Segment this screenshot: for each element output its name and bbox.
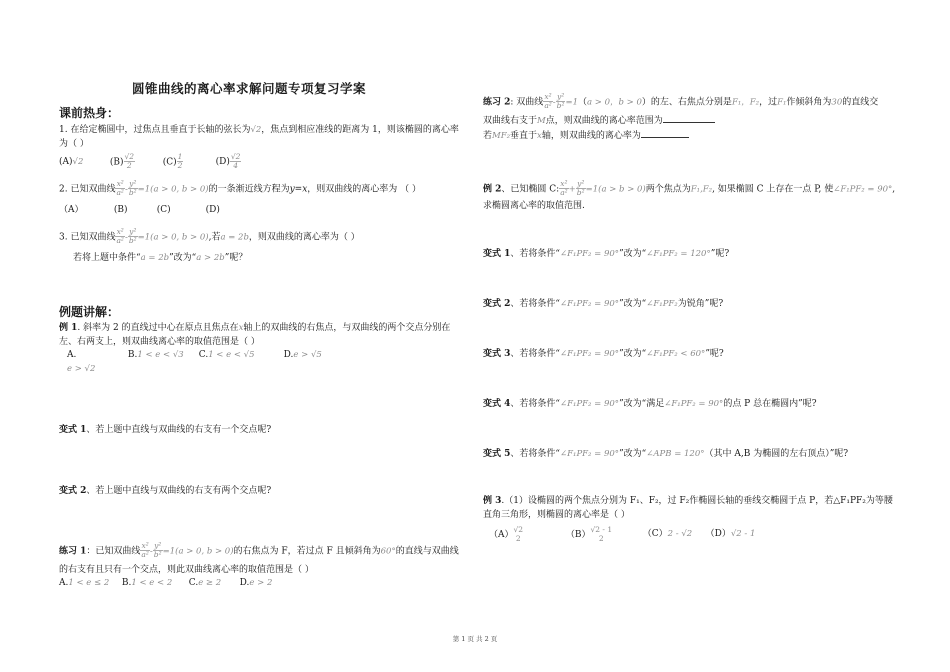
page-footer: 第 1 页 共 2 页	[452, 635, 498, 643]
ex2-line2: 求椭圆离心率的取值范围.	[483, 200, 585, 211]
ex1-opt-b-value: 1 < e < √3	[137, 350, 184, 360]
p1-opt-b: B.	[121, 578, 132, 588]
p2-line3a: 若	[483, 131, 493, 141]
p2-answer-blank-1[interactable]	[663, 113, 715, 123]
p2-minus: -	[552, 97, 556, 108]
p2-text: : 双曲线	[510, 97, 544, 108]
ex3-opt-a: （A）	[489, 530, 514, 541]
p1-frac-x: $\frac{\text{x²}}{\text{a²}}$	[141, 541, 149, 560]
ex2-plus: +	[568, 184, 576, 195]
ex1-text3: 左、右两支上，则双曲线离心率的取值范围是（ ）	[59, 336, 260, 347]
w2-frac-y: $\frac{\text{y²}}{\text{b²}}$	[128, 179, 137, 198]
example-1	[59, 322, 469, 376]
v2-label: 变式 2	[59, 486, 87, 496]
v1-text: 、若上题中直线与双曲线的右支有一个交点呢?	[86, 425, 272, 435]
p1-opt-a-value: 1 < e ≤ 2	[68, 578, 110, 588]
p1-condition: =1(a > 0, b > 0)	[162, 546, 234, 557]
w1-opt-c: (C)	[162, 157, 177, 168]
ex2-variant-2: 变式 2、若将条件“∠F₁PF₂ = 90°”改为“∠F₁PF₂为锐角”呢?	[483, 299, 724, 309]
ex1-text: . 斜率为 2 的直线过中心在原点且焦点在	[77, 323, 239, 333]
w2-options	[59, 204, 469, 218]
w3-text3: ，则双曲线的离心率为（ ）	[248, 232, 360, 243]
w1-math: √2	[250, 125, 262, 135]
ex1-opt-d-value: e > √5	[293, 350, 322, 360]
ex3-text: .（1）设椭圆的两个焦点分别为 F₁、F₂，过 F₂作椭圆长轴的垂线交椭圆于点 P，若△F₁PF₂为等腰	[501, 496, 893, 506]
ex3-opt-c-value: 2 - √2	[667, 528, 693, 539]
ex2-condition: =1(a > b > 0)	[585, 184, 646, 195]
ex1-label: 例 1	[59, 323, 78, 333]
w2-minus: -	[124, 184, 128, 195]
ex1-opt-d: D.	[283, 350, 294, 360]
w3-condition-2: a = 2b	[220, 232, 249, 243]
w3-text2: ,若	[208, 232, 221, 243]
w2-opt-b: (B)	[113, 204, 128, 215]
p1-frac-y: $\frac{\text{y²}}{\text{b²}}$	[153, 541, 162, 560]
ex2-variant-3: 变式 3、若将条件“∠F₁PF₂ = 90°”改为“∠F₁PF₂ < 60°”呢?	[483, 349, 724, 359]
ex1-opt-a-value: e > √2	[67, 363, 96, 374]
ex1-opt-c: C.	[198, 350, 209, 360]
p2-label: 练习 2	[483, 97, 511, 108]
w2-opt-d: (D)	[205, 204, 220, 215]
ex1-x: x	[238, 323, 244, 333]
ex3-options	[483, 526, 903, 543]
w1-opt-a-value: √2	[72, 157, 84, 168]
w1-text3: 为（ ）	[59, 138, 89, 149]
w2-frac-x: $\frac{\text{x²}}{\text{a²}}$	[116, 179, 124, 198]
w1-opt-b-fraction: $\frac{√2}{2}$	[124, 152, 135, 171]
w2-opt-a: （A）	[59, 204, 84, 215]
p1-opt-d: D.	[239, 578, 250, 588]
ex1-opt-c-value: 1 < e < √5	[208, 350, 255, 360]
ex3-opt-b-fraction: √2 - 1 2	[590, 525, 613, 543]
w1-opt-a: (A)	[59, 157, 73, 168]
p2-line2b: 点，则双曲线的离心率范围为	[545, 115, 663, 126]
p2-foci: F₁，F₂	[731, 97, 760, 108]
example-2: 例 2、已知椭圆 C: $\frac{\text{x²}}{\text{a²}}$ + $\frac{\text{y²}}{\text{b²}}$ =1(a > b > 0)两个焦点为F₁,F₂, 如果椭圆 C 上存在一点 P, 使∠F₁PF₂ = 90°, 求椭圆离心率的取值范围.	[483, 180, 903, 213]
variant-2	[59, 485, 469, 499]
p2-angle: 30	[831, 97, 843, 108]
ex2-frac-y: $\frac{\text{y²}}{\text{b²}}$	[576, 179, 585, 198]
p2-mf2: MF₂	[492, 131, 511, 141]
practice-2: 练习 2: 双曲线 $\frac{\text{x²}}{\text{a²}}$ - $\frac{\text{y²}}{\text{b²}}$ =1（a > 0，b > 0）的左、右焦点分别是F₁，F₂，过F₁作倾斜角为30的直线交 双曲线右支于M点，则双曲线的离心率范围为 若MF₂垂直于x轴，则双曲线的离心率为	[483, 92, 879, 141]
w1-options	[59, 153, 469, 171]
w1-opt-b: (B)	[109, 157, 124, 168]
ex3-opt-c: （C）	[642, 528, 668, 539]
section-warmup-heading: 课前热身：	[59, 106, 120, 120]
p1-opt-d-value: e > 2	[249, 578, 273, 588]
p1-angle: 60°	[380, 546, 396, 557]
ex3-opt-b: （B）	[565, 530, 591, 541]
ex1-opt-b: B.	[127, 350, 138, 360]
w3-followup: 若将上题中条件“a = 2b”改为“a > 2b”呢？	[73, 252, 248, 263]
ex2-text: 、已知椭圆 C:	[501, 184, 560, 195]
p2-x-axis: x	[537, 131, 542, 141]
p2-line2: 双曲线右支于	[483, 115, 538, 126]
w2-condition: =1(a > 0, b > 0)	[137, 184, 209, 195]
ex1-opt-a: A.	[67, 350, 77, 360]
p2-frac-y: $\frac{\text{y²}}{\text{b²}}$	[556, 92, 565, 111]
p1-options	[59, 577, 469, 591]
p1-text4: 的右支有且只有一个交点，则此双曲线离心率的取值范围是（ ）	[59, 564, 314, 575]
ex2-variant-1: 变式 1、若将条件“∠F₁PF₂ = 90°”改为“∠F₁PF₂ = 120°”呢?	[483, 249, 730, 259]
ex2-variant-4: 变式 4、若将条件“∠F₁PF₂ = 90°”改为“满足∠F₁PF₂ = 90°的点 P 总在椭圆内”呢?	[483, 399, 817, 409]
w3-text: 3. 已知双曲线	[59, 232, 116, 243]
ex2-variant-5: 变式 5、若将条件“∠F₁PF₂ = 90°”改为“∠APB = 120°（其中 A,B 为椭圆的左右顶点）”呢?	[483, 449, 849, 459]
w3-frac-y: $\frac{\text{y²}}{\text{b²}}$	[128, 227, 137, 246]
warmup-question-2	[59, 180, 469, 217]
practice-1	[59, 542, 469, 591]
w2-asymptote: y=x	[289, 184, 308, 195]
ex2-frac-x: $\frac{\text{x²}}{\text{a²}}$	[560, 179, 568, 198]
ex3-opt-d-value: √2 - 1	[730, 528, 756, 539]
w1-text: 1. 在给定椭圆中，过焦点且垂直于长轴的弦长为	[59, 125, 251, 135]
p1-text: ：已知双曲线	[86, 546, 141, 557]
p2-condition-ab: a > 0，b > 0	[587, 97, 642, 108]
ex2-foci: F₁,F₂	[690, 184, 713, 195]
ex3-line2: 直角三角形，则椭圆的离心率是（ ）	[483, 509, 630, 520]
warmup-question-1	[59, 124, 469, 171]
w3-frac-x: $\frac{\text{x²}}{\text{a²}}$	[116, 227, 124, 246]
p2-condition: =1	[565, 97, 579, 108]
w3-condition: =1(a > 0, b > 0)	[137, 232, 209, 243]
w1-opt-d: (D)	[215, 157, 230, 168]
ex2-label: 例 2	[483, 184, 502, 195]
w3-minus: -	[124, 232, 128, 243]
ex3-label: 例 3	[483, 496, 502, 506]
ex3-opt-d: （D）	[705, 528, 731, 539]
p2-point-m: M	[537, 115, 546, 126]
w1-text2: ，焦点到相应准线的距离为 1，则该椭圆的离心率	[261, 125, 459, 135]
w2-text2: 的一条渐近线方程为	[208, 184, 290, 195]
v2-text: 、若上题中直线与双曲线的右支有两个交点呢?	[86, 486, 272, 496]
w2-text3: ，则双曲线的离心率为 （ ）	[307, 184, 422, 195]
p1-opt-c: C.	[188, 578, 199, 588]
p1-opt-b-value: 1 < e < 2	[131, 578, 173, 588]
page-title: 圆锥曲线的离心率求解问题专项复习学案	[132, 81, 367, 96]
p1-opt-c-value: e ≥ 2	[198, 578, 222, 588]
p1-text3: 的直线与双曲线	[395, 546, 459, 557]
v1-label: 变式 1	[59, 425, 87, 435]
variant-1	[59, 424, 469, 438]
ex3-opt-a-fraction: √2 2	[513, 525, 524, 543]
p2-f1: F₁	[777, 97, 787, 108]
p1-minus: -	[149, 546, 153, 557]
p2-answer-blank-2[interactable]	[641, 128, 689, 138]
w2-text: 2. 已知双曲线	[59, 184, 116, 195]
warmup-question-3	[59, 228, 469, 265]
p2-line3c: 轴，则双曲线的离心率为	[541, 131, 641, 141]
w2-opt-c: (C)	[156, 204, 171, 215]
section-examples-heading: 例题讲解：	[59, 305, 120, 319]
ex2-angle: ∠F₁PF₂ = 90°	[833, 184, 893, 195]
w1-opt-d-fraction: $\frac{√2}{4}$	[230, 152, 241, 171]
ex1-text2: 轴上的双曲线的右焦点，与双曲线的两个交点分别在	[243, 323, 451, 333]
p1-text2: 的右焦点为 F，若过点 F 且倾斜角为	[233, 546, 381, 557]
p2-frac-x: $\frac{\text{x²}}{\text{a²}}$	[544, 92, 552, 111]
ex1-options	[59, 349, 469, 376]
w1-opt-c-fraction: $\frac{1}{2}$	[177, 152, 183, 171]
example-3	[483, 495, 903, 543]
p1-label: 练习 1	[59, 546, 87, 557]
p1-opt-a: A.	[59, 578, 69, 588]
